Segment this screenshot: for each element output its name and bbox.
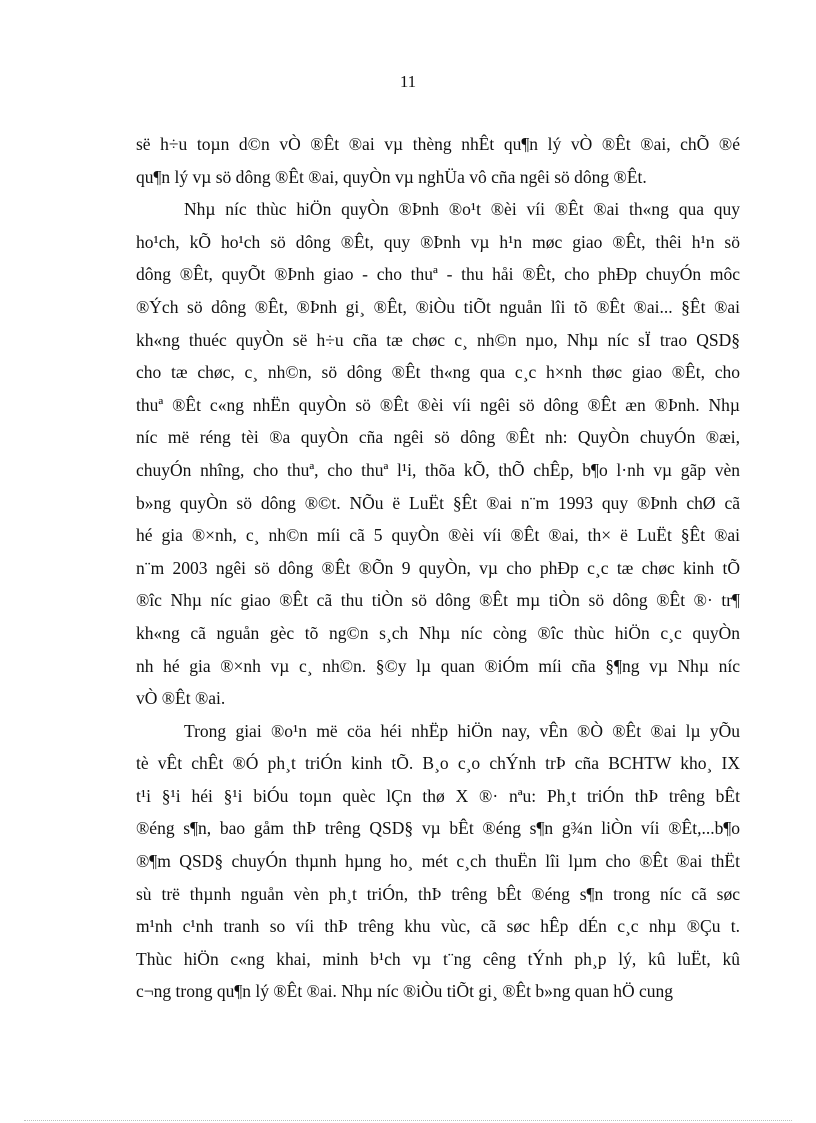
text-line: ®Ých sö dông ®Êt, ®Þnh gi¸ ®Êt, ®iÒu tiÕt nguån lîi tõ ®Êt ®ai... §Êt ®ai <box>136 296 740 317</box>
text-line: vÒ ®Êt ®ai. <box>136 688 226 709</box>
text-line: kh«ng thuéc quyÒn së h÷u cña tæ chøc c¸ nh©n nµo, Nhµ níc sÏ trao QSD§ <box>136 329 740 350</box>
text-line: b»ng quyÒn sö dông ®©t. NÕu ë LuËt §Êt ®ai n¨m 1993 quy ®Þnh chØ cã <box>136 492 740 513</box>
text-line: ®îc Nhµ níc giao ®Êt cã thu tiÒn sö dông ®Êt mµ tiÒn sö dông ®Êt ®· tr¶ <box>136 590 740 611</box>
text-line: qu¶n lý vµ sö dông ®Êt ®ai, quyÒn vµ nghÜa vô cña ngêi sö dông ®Êt. <box>136 166 647 187</box>
page-bottom-rule <box>24 1120 792 1121</box>
text-line: cho tæ chøc, c¸ nh©n, sö dông ®Êt th«ng qua c¸c h×nh thøc giao ®Êt, cho <box>136 362 740 383</box>
text-line: níc më réng tèi ®a quyÒn cña ngêi sö dông ®Êt nh: QuyÒn chuyÓn ®æi, <box>136 427 740 448</box>
paragraph <box>136 193 740 715</box>
text-line: c¬ng trong qu¶n lý ®Êt ®ai. Nhµ níc ®iÒu tiÕt gi¸ ®Êt b»ng quan hÖ cung <box>136 981 673 1002</box>
text-line: tè vÊt chÊt ®Ó ph¸t triÓn kinh tÕ. B¸o c¸o chÝnh trÞ cña BCHTW kho¸ IX <box>136 753 740 774</box>
text-line: nh hé gia ®×nh vµ c¸ nh©n. §©y lµ quan ®iÓm míi cña §¶ng vµ Nhµ níc <box>136 655 740 676</box>
text-line: Trong giai ®o¹n më cöa héi nhËp hiÖn nay, vÊn ®Ò ®Êt ®ai lµ yÕu <box>184 720 740 741</box>
text-line: Thùc hiÖn c«ng khai, minh b¹ch vµ t¨ng cêng tÝnh ph¸p lý, kû luËt, kû <box>136 948 740 969</box>
paragraph <box>136 128 740 193</box>
text-line: n¨m 2003 ngêi sö dông ®Êt ®Õn 9 quyÒn, vµ cho phÐp c¸c tæ chøc kinh tÕ <box>136 557 740 578</box>
paragraph <box>136 715 740 1008</box>
text-line: dông ®Êt, quyÕt ®Þnh giao - cho thuª - thu håi ®Êt, cho phÐp chuyÓn môc <box>136 264 740 285</box>
text-line: kh«ng cã nguån gèc tõ ng©n s¸ch Nhµ níc còng ®îc thùc hiÖn c¸c quyÒn <box>136 622 740 643</box>
text-line: m¹nh c¹nh tranh so víi thÞ trêng khu vùc, cã søc hÊp dÉn c¸c nhµ ®Çu t. <box>136 916 740 937</box>
text-line: ho¹ch, kÕ ho¹ch sö dông ®Êt, quy ®Þnh vµ h¹n møc giao ®Êt, thêi h¹n sö <box>136 231 740 252</box>
text-line: Nhµ níc thùc hiÖn quyÒn ®Þnh ®o¹t ®èi víi ®Êt ®ai th«ng qua quy <box>184 199 740 220</box>
page-number: 11 <box>399 72 417 91</box>
text-line: ®éng s¶n, bao gåm thÞ trêng QSD§ vµ bÊt ®éng s¶n g¾n liÒn víi ®Êt,...b¶o <box>136 818 740 839</box>
text-line: hé gia ®×nh, c¸ nh©n míi cã 5 quyÒn ®èi víi ®Êt ®ai, th× ë LuËt §Êt ®ai <box>136 525 740 546</box>
text-line: së h÷u toµn d©n vÒ ®Êt ®ai vµ thèng nhÊt qu¶n lý vÒ ®Êt ®ai, chÕ ®é <box>136 134 740 154</box>
body-text <box>136 128 740 1008</box>
text-line: thuª ®Êt c«ng nhËn quyÒn sö ®Êt ®èi víi ngêi sö dông ®Êt æn ®Þnh. Nhµ <box>136 394 740 415</box>
text-line: sù trë thµnh nguån vèn ph¸t triÓn, thÞ trêng bÊt ®éng s¶n trong níc cã søc <box>136 883 740 904</box>
text-line: t¹i §¹i héi §¹i biÓu toµn quèc lÇn thø X ®· nªu: Ph¸t triÓn thÞ trêng bÊt <box>136 785 740 806</box>
text-line: chuyÓn nhîng, cho thuª, cho thuª l¹i, thõa kÕ, thÕ chÊp, b¶o l·nh vµ gãp vèn <box>136 459 740 480</box>
text-line: ®¶m QSD§ chuyÓn thµnh hµng ho¸ mét c¸ch thuËn lîi lµm cho ®Êt ®ai thËt <box>136 851 740 872</box>
